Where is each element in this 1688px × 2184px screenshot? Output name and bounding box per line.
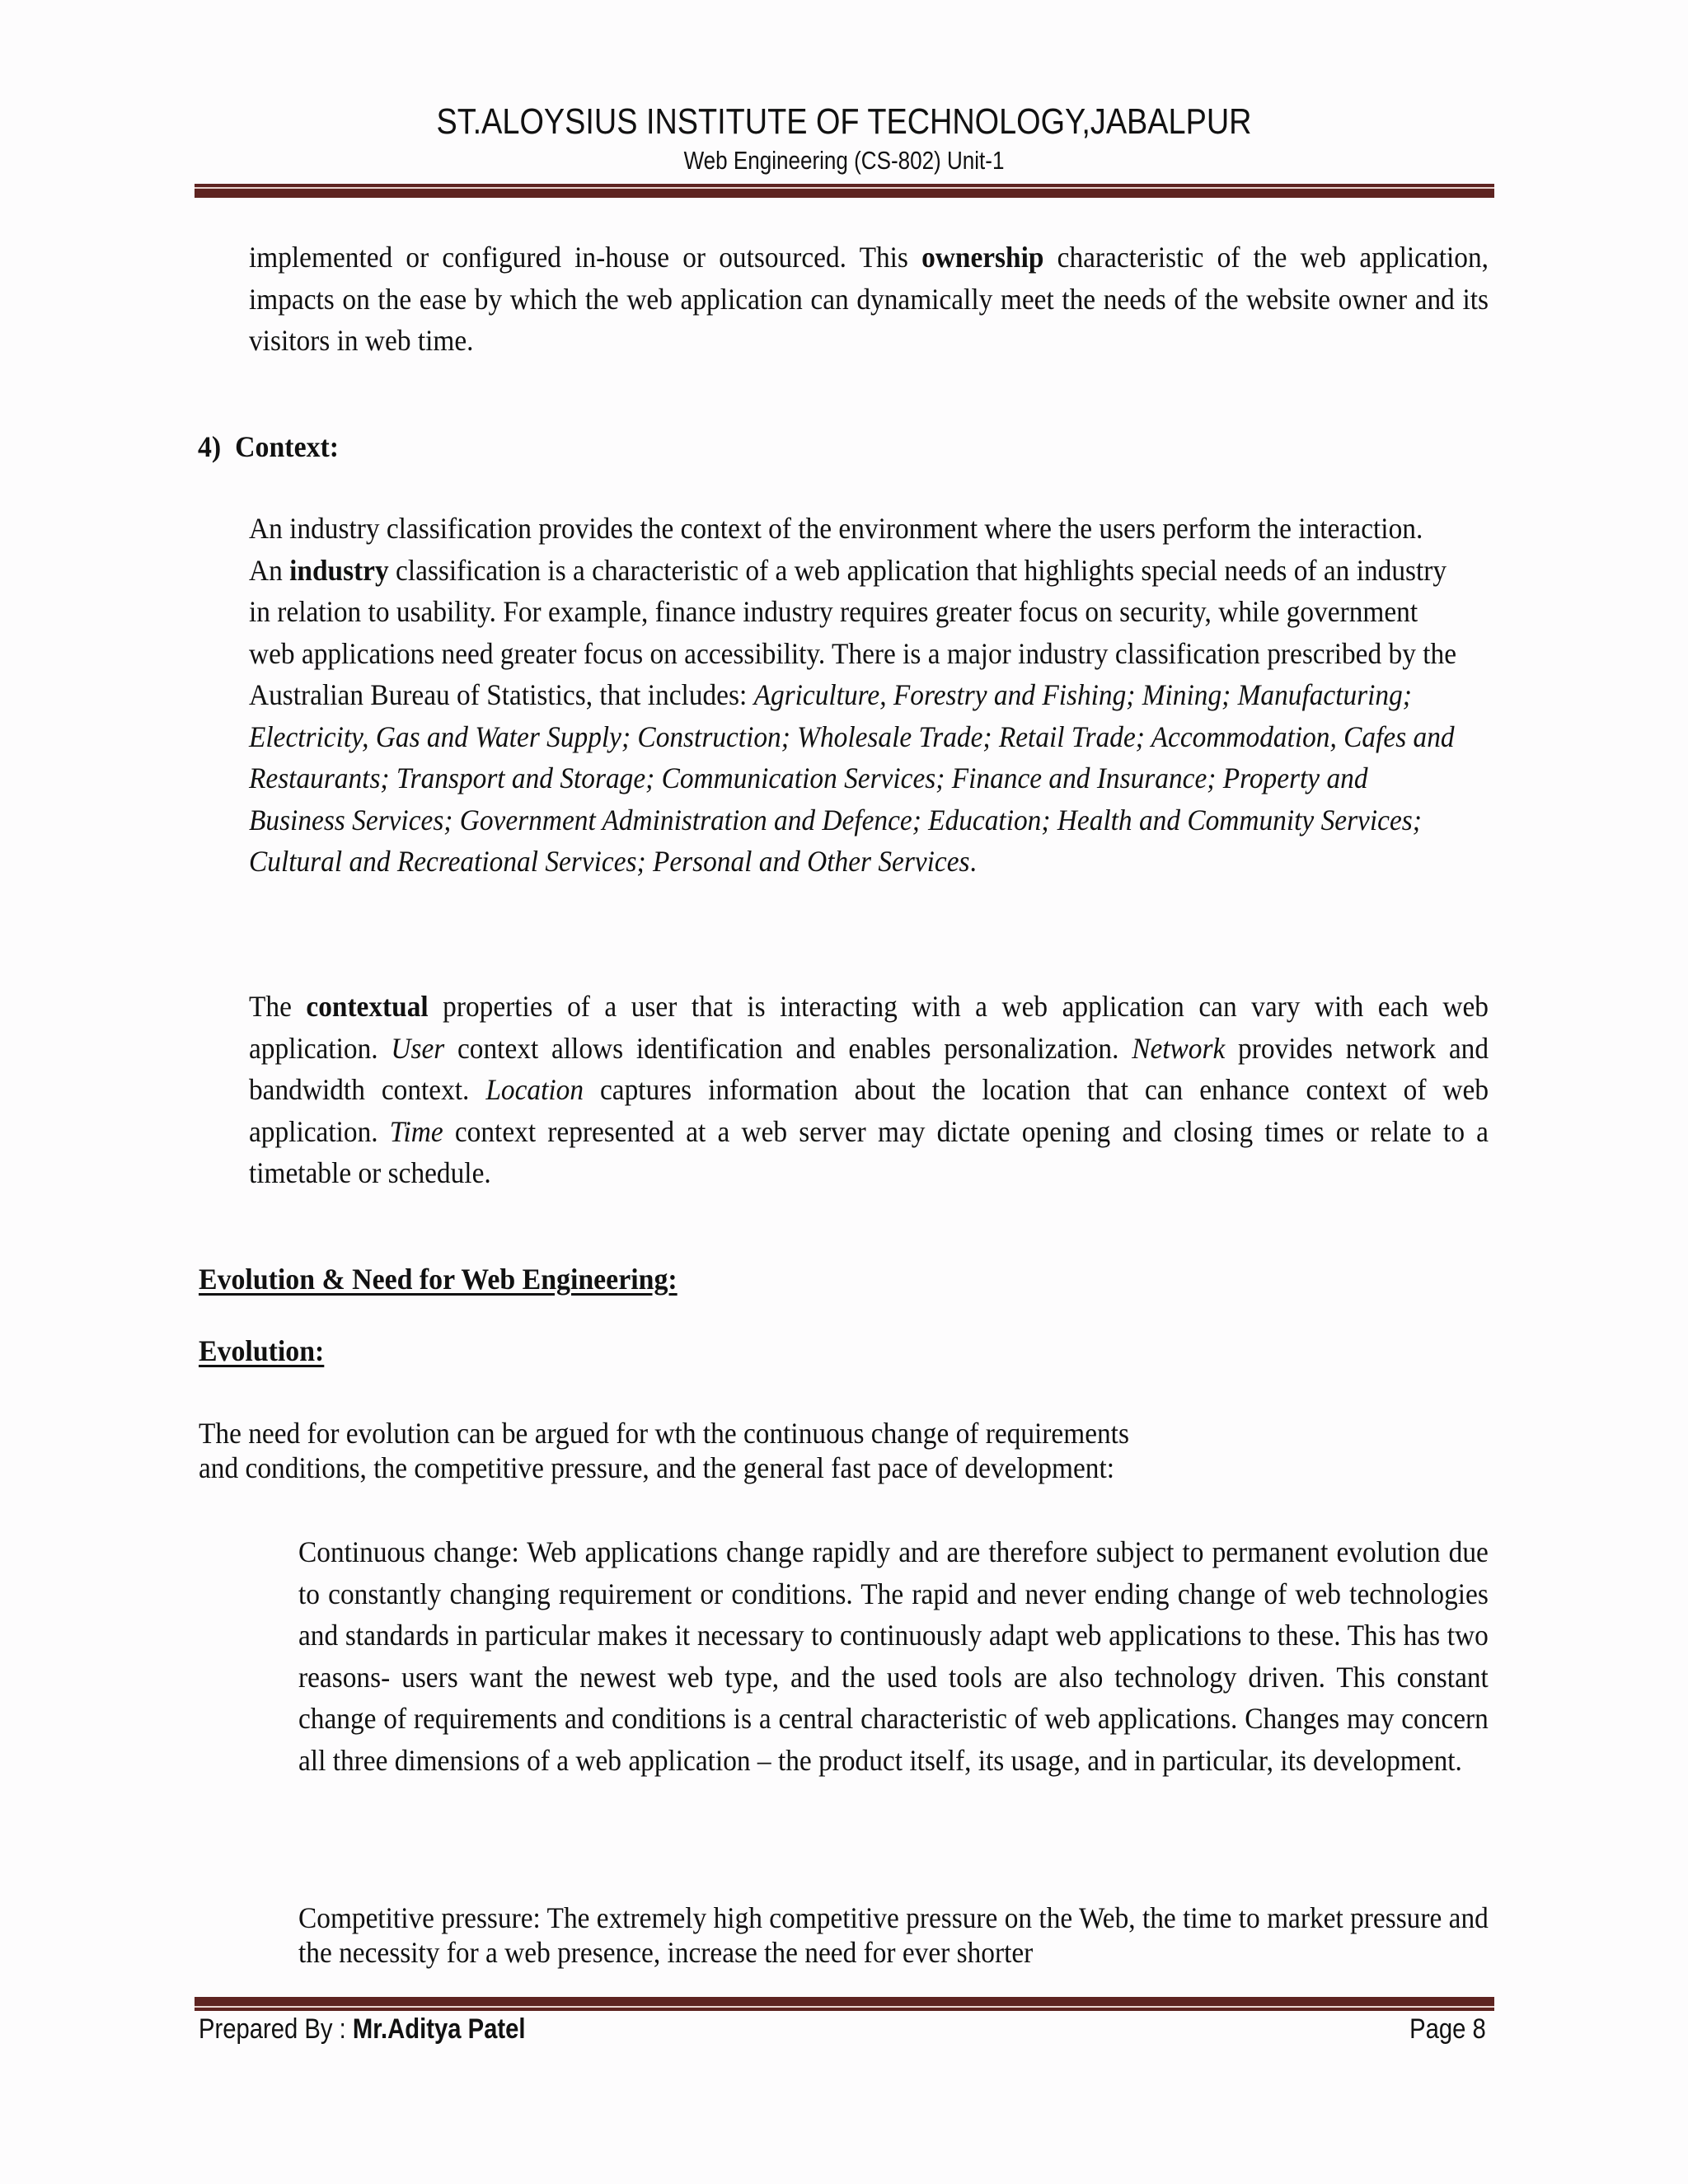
author-name: Mr.Aditya Patel: [352, 2013, 526, 2045]
industry-paragraph: An industry classification provides the context of the environment where the users perform the interaction. An industry classification is a characteristic of a web application that highlights special needs of an industry in relation to usability. For example, finance industry requires greater focus on security, while government web applications need greater focus on accessibility. There is a major industry classification prescribed by the Australian Bureau of Statistics, that includes: Agriculture, Forestry and Fishing; Mining; Manufacturing; Electricity, Gas and Water Supply; Construction; Wholesale Trade; Retail Trade; Accommodation, Cafes and Restaurants; Transport and Storage; Communication Services; Finance and Insurance; Property and Business Services; Government Administration and Defence; Education; Health and Community Services; Cultural and Recreational Services; Personal and Other Services.: [249, 512, 1457, 878]
industry-term: industry: [289, 553, 389, 587]
ownership-paragraph: implemented or configured in-house or outsourced. This ownership characteristic of the web application, impacts on the ease by which the web application can dynamically meet the needs of the website owner and its visitors in web time.: [249, 241, 1489, 357]
footer-prepared-by: [199, 2011, 526, 2047]
institute-title: ST.ALOYSIUS INSTITUTE OF TECHNOLOGY,JABALPUR: [436, 101, 1252, 142]
footer-rule-thick: [195, 1997, 1494, 2006]
continuous-change-paragraph: Continuous change: Web applications change rapidly and are therefore subject to permanent evolution due to constantly changing requirement or conditions. The rapid and never ending change of web technologies and standards in particular makes it necessary to continuously adapt web applications to these. This has two reasons- users want the newest web type, and the used tools are also technology driven. This constant change of requirements and conditions is a central characteristic of web applications. Changes may concern all three dimensions of a web application – the product itself, its usage, and in particular, its development.: [298, 1535, 1489, 1777]
contextual-term: contextual: [306, 990, 429, 1023]
industry-list: Agriculture, Forestry and Fishing; Mining; Manufacturing; Electricity, Gas and Water Supply; Construction; Wholesale Trade; Retail Trade; Accommodation, Cafes and Restaurants; Transport and Storage; Communication Services; Finance and Insurance; Property and Business Services; Government Administration and Defence; Education; Health and Community Services; Cultural and Recreational Services; Personal and Other Services: [249, 678, 1455, 878]
competitive-pressure-paragraph: Competitive pressure: The extremely high competitive pressure on the Web, the time to market pressure and the necessity for a web presence, increase the need for ever shorter: [298, 1901, 1489, 1969]
context-heading-number: 4): [198, 430, 222, 463]
contextual-paragraph: The contextual properties of a user that is interacting with a web application can vary with each web application. User context allows identification and enables personalization. Network provides network and bandwidth context. Location captures information about the location that can enhance context of web application. Time context represented at a web server may dictate opening and closing times or relate to a timetable or schedule.: [249, 990, 1489, 1189]
context-heading-label: Context:: [235, 430, 340, 463]
sub-heading-evolution: Evolution:: [199, 1334, 325, 1367]
context-heading: [198, 429, 339, 465]
header-rule-thick: [195, 189, 1494, 198]
section-heading-evolution-need: Evolution & Need for Web Engineering:: [199, 1263, 678, 1296]
page-number: Page 8: [1409, 2013, 1486, 2045]
evolution-intro: The need for evolution can be argued for wth the continuous change of requirements and conditions, the competitive pressure, and the general fast pace of development:: [199, 1417, 1129, 1484]
course-subtitle: Web Engineering (CS-802) Unit-1: [683, 146, 1005, 175]
prepared-by-label: Prepared By :: [199, 2013, 353, 2045]
ownership-term: ownership: [921, 241, 1044, 274]
